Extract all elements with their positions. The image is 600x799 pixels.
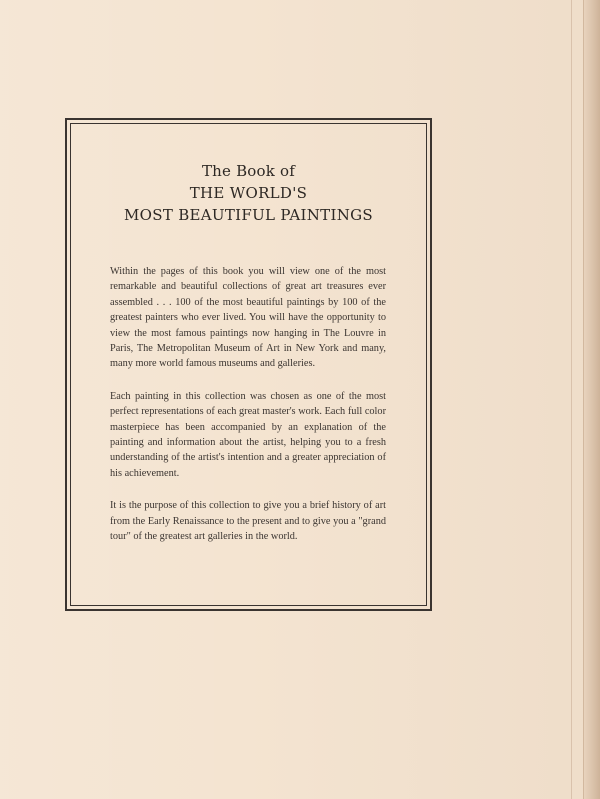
paragraph-purpose: It is the purpose of this collection to give you a brief history of art from the Early Renaissance to the present and to give you a "grand tour" of the greatest art galleries in the world. xyxy=(110,500,386,543)
page-fold-line xyxy=(571,0,572,799)
title-line-2: THE WORLD'S xyxy=(189,184,308,202)
title-line-1: The Book of xyxy=(201,162,296,180)
title-line-3: MOST BEAUTIFUL PAINTINGS xyxy=(124,206,373,224)
ruled-frame xyxy=(65,118,432,611)
body-text xyxy=(110,264,386,562)
title-block xyxy=(67,160,430,226)
next-page-edge xyxy=(583,0,600,799)
paragraph-intro: Within the pages of this book you will view one of the most remarkable and beautiful collections of great art treasures ever assembled . . . 100 of the most beautiful paintings by 100 of the greatest painters who ever lived. You will have the opportunity to view the most famous paintings now hanging in The Louvre in Paris, The Metropolitan Museum of Art in New York and many, many more world famous museums and galleries. xyxy=(110,266,386,370)
paragraph-selection: Each painting in this collection was chosen as one of the most perfect representations of each great master's work. Each full color masterpiece has been accompanied by an explanation of the painting and information about the artist, helping you to a fresh understanding of the artist's intention and a greater appreciation of his achievement. xyxy=(110,390,386,479)
